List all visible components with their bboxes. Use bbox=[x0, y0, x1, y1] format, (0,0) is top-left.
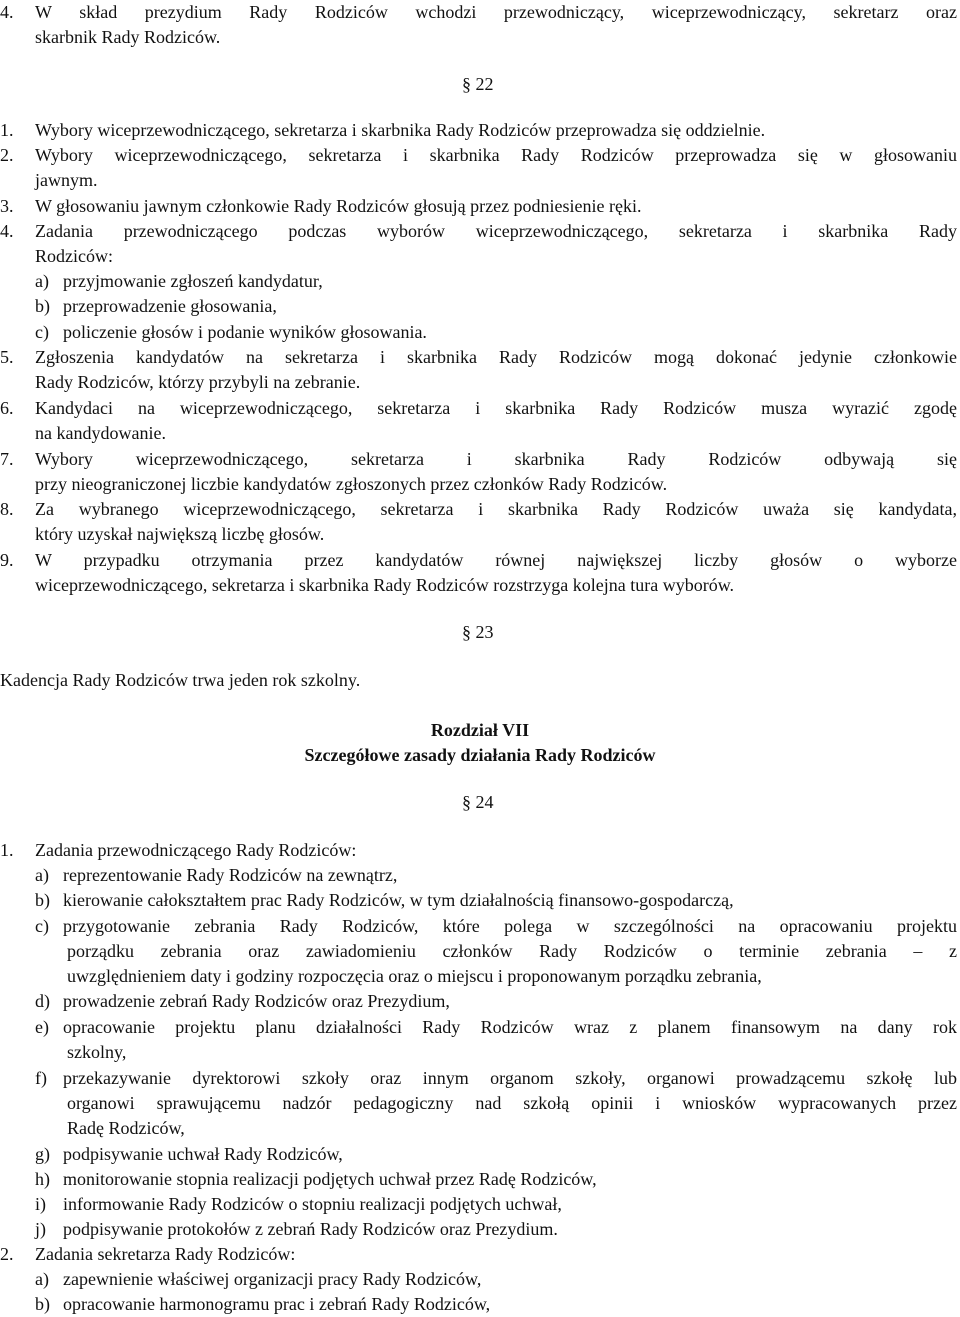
item-number: 3. bbox=[0, 196, 14, 216]
sub-item-letter: b) bbox=[35, 1294, 50, 1314]
item-text: na kandydowanie. bbox=[35, 423, 166, 443]
item-text: Za wybranego wiceprzewodniczącego, sekretarza i skarbnika Rady Rodziców uważa się kandydata, bbox=[35, 499, 957, 519]
item-number: 7. bbox=[0, 449, 14, 469]
item-text: wiceprzewodniczącego, sekretarza i skarbnika Rady Rodziców rozstrzyga kolejna tura wyborów. bbox=[35, 575, 735, 595]
item-text: Rady Rodziców, którzy przybyli na zebranie. bbox=[35, 372, 361, 392]
sub-item-text: zapewnienie właściwej organizacji pracy Rady Rodziców, bbox=[63, 1269, 482, 1289]
section-sign: § 22 bbox=[462, 74, 494, 94]
sub-item-text: Radę Rodziców, bbox=[67, 1118, 185, 1138]
sub-item-letter: c) bbox=[35, 916, 49, 936]
item-text: Kandydaci na wiceprzewodniczącego, sekretarza i skarbnika Rady Rodziców musza wyrazić zgodę bbox=[35, 398, 957, 418]
item-text: W przypadku otrzymania przez kandydatów równej największej liczby głosów o wyborze bbox=[35, 550, 957, 570]
item-text: Wybory wiceprzewodniczącego, sekretarza i skarbnika Rady Rodziców przeprowadza się w głosowaniu bbox=[35, 145, 957, 165]
sub-item-letter: b) bbox=[35, 296, 50, 316]
sub-item-text: opracowanie projektu planu działalności Rady Rodziców wraz z planem finansowym na dany rok bbox=[63, 1017, 957, 1037]
item-text: Wybory wiceprzewodniczącego, sekretarza i skarbnika Rady Rodziców przeprowadza się oddzielnie. bbox=[35, 120, 766, 140]
item-text: skarbnik Rady Rodziców. bbox=[35, 27, 221, 47]
sub-item-letter: e) bbox=[35, 1017, 49, 1037]
section-sign: § 24 bbox=[462, 792, 494, 812]
item-text: Rodziców: bbox=[35, 246, 113, 266]
sub-item-letter: b) bbox=[35, 890, 50, 910]
sub-item-text: opracowanie harmonogramu prac i zebrań Rady Rodziców, bbox=[63, 1294, 491, 1314]
sub-item-letter: c) bbox=[35, 322, 49, 342]
sub-item-letter: j) bbox=[35, 1219, 46, 1239]
item-text: Zgłoszenia kandydatów na sekretarza i skarbnika Rady Rodziców mogą dokonać jedynie członkowie bbox=[35, 347, 957, 367]
item-text: Wybory wiceprzewodniczącego, sekretarza i skarbnika Rady Rodziców odbywają się bbox=[35, 449, 957, 469]
item-number: 4. bbox=[0, 2, 14, 22]
item-number: 5. bbox=[0, 347, 14, 367]
sub-item-letter: f) bbox=[35, 1068, 47, 1088]
sub-item-text: szkolny, bbox=[67, 1042, 127, 1062]
item-text: jawnym. bbox=[35, 170, 98, 190]
item-text: W skład prezydium Rady Rodziców wchodzi przewodniczący, wiceprzewodniczący, sekretarz oraz bbox=[35, 2, 957, 22]
sub-item-text: informowanie Rady Rodziców o stopniu realizacji podjętych uchwał, bbox=[63, 1194, 562, 1214]
item-text: Zadania sekretarza Rady Rodziców: bbox=[35, 1244, 296, 1264]
chapter-title: Rozdział VII bbox=[430, 720, 530, 740]
sub-item-text: uwzględnieniem daty i godziny rozpoczęcia oraz o miejscu i proponowanym porządku zebrania, bbox=[67, 966, 762, 986]
item-number: 2. bbox=[0, 145, 14, 165]
sub-item-letter: a) bbox=[35, 865, 49, 885]
item-text: przy nieograniczonej liczbie kandydatów zgłoszonych przez członków Rady Rodziców. bbox=[35, 474, 668, 494]
item-number: 8. bbox=[0, 499, 14, 519]
sub-item-text: porządku zebrania oraz zawiadomieniu członków Rady Rodziców o terminie zebrania – z bbox=[67, 941, 957, 961]
item-text: W głosowaniu jawnym członkowie Rady Rodziców głosują przez podniesienie ręki. bbox=[35, 196, 642, 216]
sub-item-text: prowadzenie zebrań Rady Rodziców oraz Prezydium, bbox=[63, 991, 450, 1011]
chapter-subtitle: Szczegółowe zasady działania Rady Rodziców bbox=[304, 745, 656, 765]
sub-item-text: przekazywanie dyrektorowi szkoły oraz innym organom szkoły, organowi prowadzącemu szkołę lub bbox=[63, 1068, 957, 1088]
sub-item-text: przyjmowanie zgłoszeń kandydatur, bbox=[63, 271, 323, 291]
sub-item-text: organowi sprawującemu nadzór pedagogiczny nad szkołą opinii i wniosków wypracowanych przez bbox=[67, 1093, 957, 1113]
sub-item-letter: g) bbox=[35, 1144, 50, 1164]
sub-item-letter: i) bbox=[35, 1194, 46, 1214]
sub-item-text: przeprowadzenie głosowania, bbox=[63, 296, 277, 316]
section-text: Kadencja Rady Rodziców trwa jeden rok szkolny. bbox=[0, 670, 361, 690]
sub-item-text: podpisywanie uchwał Rady Rodziców, bbox=[63, 1144, 343, 1164]
item-number: 9. bbox=[0, 550, 14, 570]
item-text: Zadania przewodniczącego podczas wyborów wiceprzewodniczącego, sekretarza i skarbnika Rady bbox=[35, 221, 957, 241]
item-number: 4. bbox=[0, 221, 14, 241]
sub-item-text: podpisywanie protokołów z zebrań Rady Rodziców oraz Prezydium. bbox=[63, 1219, 558, 1239]
sub-item-text: kierowanie całokształtem prac Rady Rodziców, w tym działalnością finansowo-gospodarczą, bbox=[63, 890, 734, 910]
sub-item-letter: a) bbox=[35, 1269, 49, 1289]
item-number: 1. bbox=[0, 120, 14, 140]
item-text: Zadania przewodniczącego Rady Rodziców: bbox=[35, 840, 357, 860]
item-number: 6. bbox=[0, 398, 14, 418]
item-text: który uzyskał największą liczbę głosów. bbox=[35, 524, 325, 544]
sub-item-letter: d) bbox=[35, 991, 50, 1011]
sub-item-text: przygotowanie zebrania Rady Rodziców, które polega w szczególności na opracowaniu projektu bbox=[63, 916, 957, 936]
sub-item-text: monitorowanie stopnia realizacji podjętych uchwał przez Radę Rodziców, bbox=[63, 1169, 597, 1189]
item-number: 1. bbox=[0, 840, 14, 860]
sub-item-letter: h) bbox=[35, 1169, 50, 1189]
item-number: 2. bbox=[0, 1244, 14, 1264]
sub-item-text: reprezentowanie Rady Rodziców na zewnątrz, bbox=[63, 865, 398, 885]
section-sign: § 23 bbox=[462, 622, 494, 642]
sub-item-text: policzenie głosów i podanie wyników głosowania. bbox=[63, 322, 427, 342]
sub-item-letter: a) bbox=[35, 271, 49, 291]
